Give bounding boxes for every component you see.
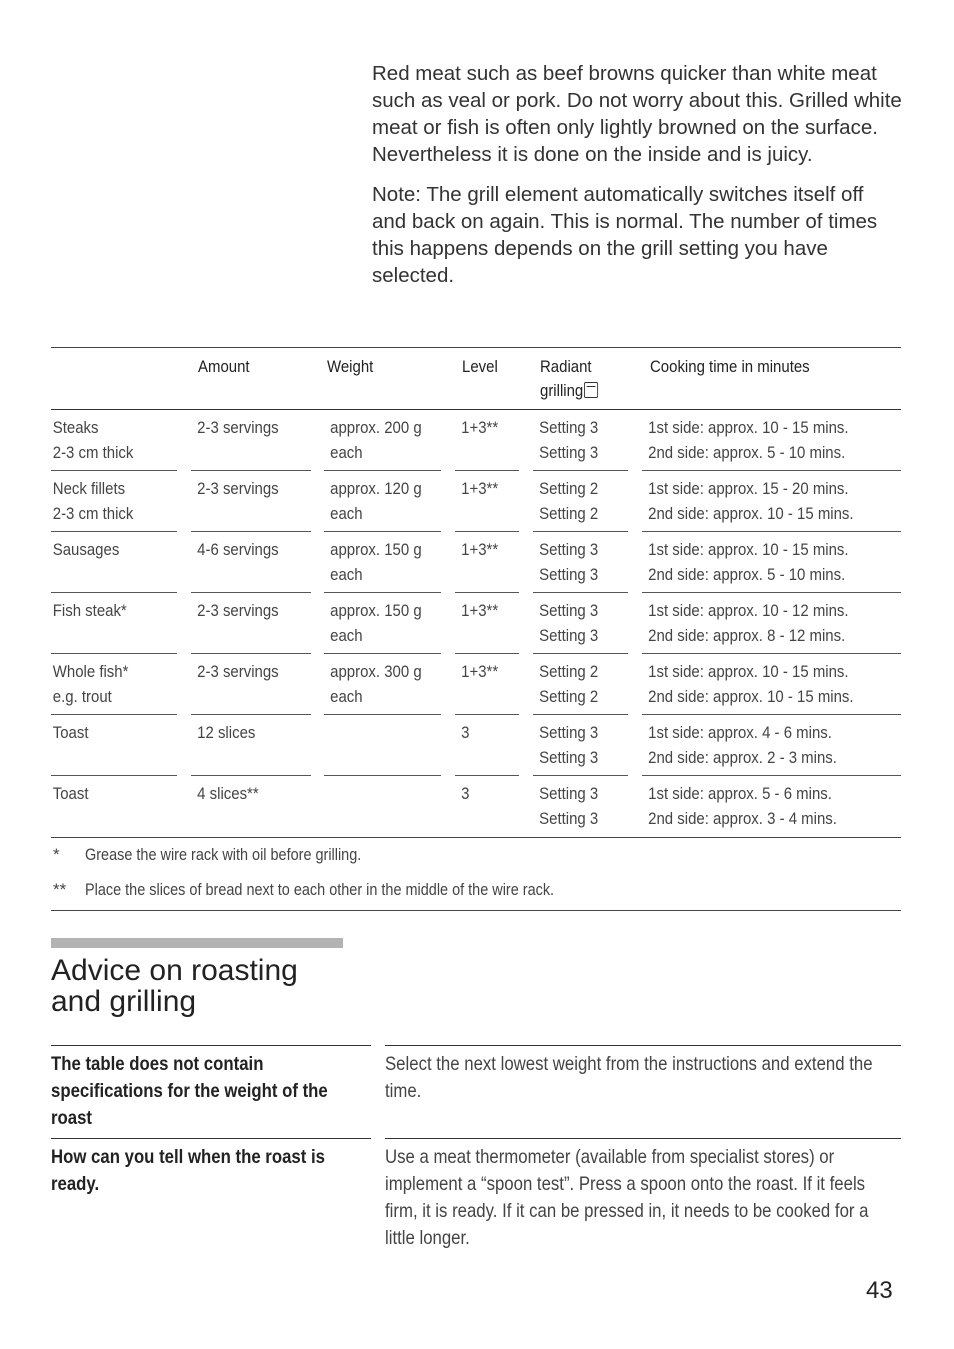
food-cell-text xyxy=(51,654,162,709)
food-cell-text xyxy=(51,532,162,562)
cooking-time-cell-line: 1st side: approx. 15 - 20 mins. xyxy=(648,479,849,498)
level-cell-text xyxy=(455,593,511,623)
advice-question-text: The table does not contain specifications for the weight of the roast xyxy=(51,1053,328,1129)
intro-text xyxy=(372,60,902,302)
radiant-setting-cell-text xyxy=(533,654,617,709)
weight-cell-text xyxy=(324,532,427,587)
amount-cell-text xyxy=(191,471,297,501)
radiant-setting-cell-text xyxy=(533,776,617,831)
radiant-setting-cell-text xyxy=(533,593,617,648)
level-cell xyxy=(455,471,519,532)
cooking-time-cell-text xyxy=(642,776,870,831)
cooking-time-cell xyxy=(642,776,901,836)
amount-cell xyxy=(191,654,311,715)
amount-cell xyxy=(191,776,311,836)
cooking-time-cell-text xyxy=(642,410,870,465)
advice-answer xyxy=(385,1138,901,1252)
weight-cell xyxy=(324,593,441,654)
radiant-setting-cell-line: Setting 3 xyxy=(539,601,599,620)
radiant-setting-cell-text xyxy=(533,410,617,465)
food-cell-line: 2-3 cm thick xyxy=(52,443,134,462)
level-cell-text xyxy=(455,471,511,501)
weight-cell-line: each xyxy=(330,626,363,645)
radiant-setting-cell xyxy=(533,654,628,715)
cooking-time-cell-line: 2nd side: approx. 3 - 4 mins. xyxy=(648,809,837,828)
weight-cell-line: approx. 150 g xyxy=(330,540,422,559)
level-cell-line: 1+3** xyxy=(461,662,499,681)
radiant-setting-cell-text xyxy=(533,715,617,770)
amount-cell-text xyxy=(191,593,297,623)
food-cell xyxy=(51,410,177,471)
level-cell-text xyxy=(455,654,511,684)
radiant-setting-cell-line: Setting 2 xyxy=(539,687,599,706)
section-title xyxy=(51,955,451,1017)
level-cell-line: 1+3** xyxy=(461,418,499,437)
weight-cell-text xyxy=(324,715,427,745)
header-cooking-time: Cooking time in minutes xyxy=(650,357,810,376)
food-cell-line: Toast xyxy=(52,784,89,803)
radiant-grill-icon xyxy=(584,382,598,398)
header-radiant-grilling xyxy=(540,355,598,403)
footnote-2-mark: ** xyxy=(53,880,67,899)
level-cell-line: 1+3** xyxy=(461,601,499,620)
radiant-setting-cell xyxy=(533,471,628,532)
advice-answer-text: Use a meat thermometer (available from specialist stores) or implement a “spoon test”. Press a spoon onto the roast. If it feels firm, it is ready. If it can be pressed in, it needs to be cooked for a little longer. xyxy=(385,1146,869,1249)
table-row xyxy=(51,410,901,471)
food-cell-line: e.g. trout xyxy=(52,687,112,706)
table-row xyxy=(51,593,901,654)
radiant-setting-cell-line: Setting 3 xyxy=(539,443,599,462)
cooking-time-cell-line: 1st side: approx. 10 - 15 mins. xyxy=(648,418,849,437)
level-cell-text xyxy=(455,715,511,745)
cooking-time-cell xyxy=(642,593,901,654)
level-cell-line: 1+3** xyxy=(461,540,499,559)
level-cell-text xyxy=(455,410,511,440)
amount-cell-line: 12 slices xyxy=(197,723,256,742)
radiant-setting-cell-line: Setting 3 xyxy=(539,565,599,584)
cooking-time-cell-line: 1st side: approx. 4 - 6 mins. xyxy=(648,723,832,742)
cooking-time-cell-line: 2nd side: approx. 5 - 10 mins. xyxy=(648,443,846,462)
amount-cell-text xyxy=(191,654,297,684)
advice-question xyxy=(51,1045,371,1138)
weight-cell xyxy=(324,654,441,715)
food-cell-line: Steaks xyxy=(52,418,99,437)
header-weight: Weight xyxy=(327,357,374,376)
food-cell xyxy=(51,776,177,836)
amount-cell-text xyxy=(191,715,297,745)
amount-cell-line: 4 slices** xyxy=(197,784,259,803)
radiant-setting-cell-line: Setting 3 xyxy=(539,540,599,559)
weight-cell-text xyxy=(324,593,427,648)
radiant-setting-cell xyxy=(533,715,628,776)
radiant-setting-cell xyxy=(533,593,628,654)
footnote-2-text: Place the slices of bread next to each other in the middle of the wire rack. xyxy=(85,880,555,899)
intro-paragraph-2: Note: The grill element automatically switches itself off and back on again. This is normal. The number of times this happens depends on the grill setting you have selected. xyxy=(372,183,878,287)
weight-cell xyxy=(324,532,441,593)
radiant-setting-cell-line: Setting 3 xyxy=(539,748,599,767)
weight-cell-text xyxy=(324,471,427,526)
food-cell xyxy=(51,532,177,593)
section-title-line2: and grilling xyxy=(51,985,197,1018)
level-cell-line: 3 xyxy=(461,723,470,742)
food-cell-text xyxy=(51,776,162,806)
level-cell xyxy=(455,532,519,593)
weight-cell xyxy=(324,471,441,532)
radiant-setting-cell-line: Setting 2 xyxy=(539,479,599,498)
cooking-time-cell-line: 2nd side: approx. 5 - 10 mins. xyxy=(648,565,846,584)
food-cell-text xyxy=(51,471,162,526)
table-body xyxy=(51,410,901,837)
amount-cell xyxy=(191,593,311,654)
radiant-setting-cell xyxy=(533,532,628,593)
header-amount: Amount xyxy=(198,357,250,376)
food-cell-line: Whole fish* xyxy=(52,662,129,681)
amount-cell-line: 2-3 servings xyxy=(197,601,279,620)
food-cell xyxy=(51,471,177,532)
level-cell xyxy=(455,410,519,471)
radiant-setting-cell-line: Setting 2 xyxy=(539,504,599,523)
cooking-time-cell-line: 2nd side: approx. 8 - 12 mins. xyxy=(648,626,846,645)
cooking-time-cell-line: 1st side: approx. 10 - 12 mins. xyxy=(648,601,849,620)
food-cell-text xyxy=(51,715,162,745)
page-number: 43 xyxy=(866,1277,893,1304)
level-cell xyxy=(455,593,519,654)
cooking-time-cell-text xyxy=(642,654,870,709)
amount-cell-line: 2-3 servings xyxy=(197,418,279,437)
cooking-time-cell xyxy=(642,532,901,593)
food-cell-line: Neck fillets xyxy=(52,479,126,498)
footnote-1-text: Grease the wire rack with oil before grilling. xyxy=(85,845,362,864)
radiant-setting-cell-line: Setting 2 xyxy=(539,662,599,681)
food-cell xyxy=(51,593,177,654)
cooking-time-cell xyxy=(642,715,901,776)
amount-cell-line: 2-3 servings xyxy=(197,479,279,498)
header-radiant-line2: grilling xyxy=(540,381,584,400)
table-row xyxy=(51,471,901,532)
advice-answer xyxy=(385,1045,901,1105)
food-cell-line: Fish steak* xyxy=(52,601,127,620)
radiant-setting-cell-text xyxy=(533,471,617,526)
cooking-time-cell-text xyxy=(642,593,870,648)
level-cell xyxy=(455,654,519,715)
food-cell-line: 2-3 cm thick xyxy=(52,504,134,523)
radiant-setting-cell-line: Setting 3 xyxy=(539,784,599,803)
radiant-setting-cell-text xyxy=(533,532,617,587)
header-level: Level xyxy=(462,357,498,376)
radiant-setting-cell-line: Setting 3 xyxy=(539,626,599,645)
weight-cell xyxy=(324,715,441,776)
amount-cell-line: 2-3 servings xyxy=(197,662,279,681)
cooking-time-cell-text xyxy=(642,471,870,526)
amount-cell-text xyxy=(191,776,297,806)
table-row xyxy=(51,715,901,776)
cooking-time-cell-line: 1st side: approx. 10 - 15 mins. xyxy=(648,662,849,681)
level-cell-line: 1+3** xyxy=(461,479,499,498)
food-cell-text xyxy=(51,593,162,623)
amount-cell-text xyxy=(191,410,297,440)
cooking-time-cell-text xyxy=(642,532,870,587)
cooking-time-cell-line: 2nd side: approx. 10 - 15 mins. xyxy=(648,687,854,706)
section-title-line1: Advice on roasting xyxy=(51,954,298,987)
cooking-time-cell-text xyxy=(642,715,870,770)
level-cell-text xyxy=(455,532,511,562)
table-row xyxy=(51,532,901,593)
radiant-setting-cell-line: Setting 3 xyxy=(539,809,599,828)
weight-cell-line: each xyxy=(330,443,363,462)
amount-cell-text xyxy=(191,532,297,562)
table-header xyxy=(51,347,901,410)
cooking-time-cell xyxy=(642,654,901,715)
cooking-time-cell xyxy=(642,410,901,471)
weight-cell-text xyxy=(324,776,427,806)
advice-question xyxy=(51,1138,371,1198)
level-cell-text xyxy=(455,776,511,806)
radiant-setting-cell-line: Setting 3 xyxy=(539,418,599,437)
food-cell-line: Toast xyxy=(52,723,89,742)
amount-cell xyxy=(191,471,311,532)
radiant-setting-cell-line: Setting 3 xyxy=(539,723,599,742)
advice-question-text: How can you tell when the roast is ready. xyxy=(51,1146,325,1195)
footnote-1-mark: * xyxy=(53,845,60,864)
table-row xyxy=(51,776,901,837)
radiant-setting-cell xyxy=(533,410,628,471)
amount-cell-line: 4-6 servings xyxy=(197,540,279,559)
weight-cell-line: approx. 120 g xyxy=(330,479,422,498)
weight-cell-line: each xyxy=(330,504,363,523)
level-cell xyxy=(455,776,519,836)
weight-cell-line: approx. 150 g xyxy=(330,601,422,620)
header-radiant-line1: Radiant xyxy=(540,357,592,376)
weight-cell-line: each xyxy=(330,687,363,706)
weight-cell-text xyxy=(324,654,427,709)
radiant-setting-cell xyxy=(533,776,628,836)
cooking-time-cell xyxy=(642,471,901,532)
section-divider-bar xyxy=(51,938,343,948)
weight-cell xyxy=(324,776,441,836)
weight-cell-text xyxy=(324,410,427,465)
grilling-table xyxy=(51,347,901,911)
weight-cell-line: approx. 200 g xyxy=(330,418,422,437)
weight-cell xyxy=(324,410,441,471)
table-row xyxy=(51,654,901,715)
food-cell-text xyxy=(51,410,162,465)
cooking-time-cell-line: 1st side: approx. 5 - 6 mins. xyxy=(648,784,832,803)
food-cell xyxy=(51,715,177,776)
weight-cell-line: approx. 300 g xyxy=(330,662,422,681)
level-cell-line: 3 xyxy=(461,784,470,803)
amount-cell xyxy=(191,410,311,471)
amount-cell xyxy=(191,715,311,776)
intro-paragraph-1: Red meat such as beef browns quicker than white meat such as veal or pork. Do not worry about this. Grilled white meat or fish is often only lightly browned on the surface. Nevertheless it is done on the inside and is juicy. xyxy=(372,62,902,166)
level-cell xyxy=(455,715,519,776)
cooking-time-cell-line: 2nd side: approx. 2 - 3 mins. xyxy=(648,748,837,767)
cooking-time-cell-line: 2nd side: approx. 10 - 15 mins. xyxy=(648,504,854,523)
advice-answer-text: Select the next lowest weight from the instructions and extend the time. xyxy=(385,1053,873,1102)
food-cell-line: Sausages xyxy=(52,540,120,559)
weight-cell-line: each xyxy=(330,565,363,584)
cooking-time-cell-line: 1st side: approx. 10 - 15 mins. xyxy=(648,540,849,559)
amount-cell xyxy=(191,532,311,593)
food-cell xyxy=(51,654,177,715)
table-footnotes xyxy=(51,837,901,911)
